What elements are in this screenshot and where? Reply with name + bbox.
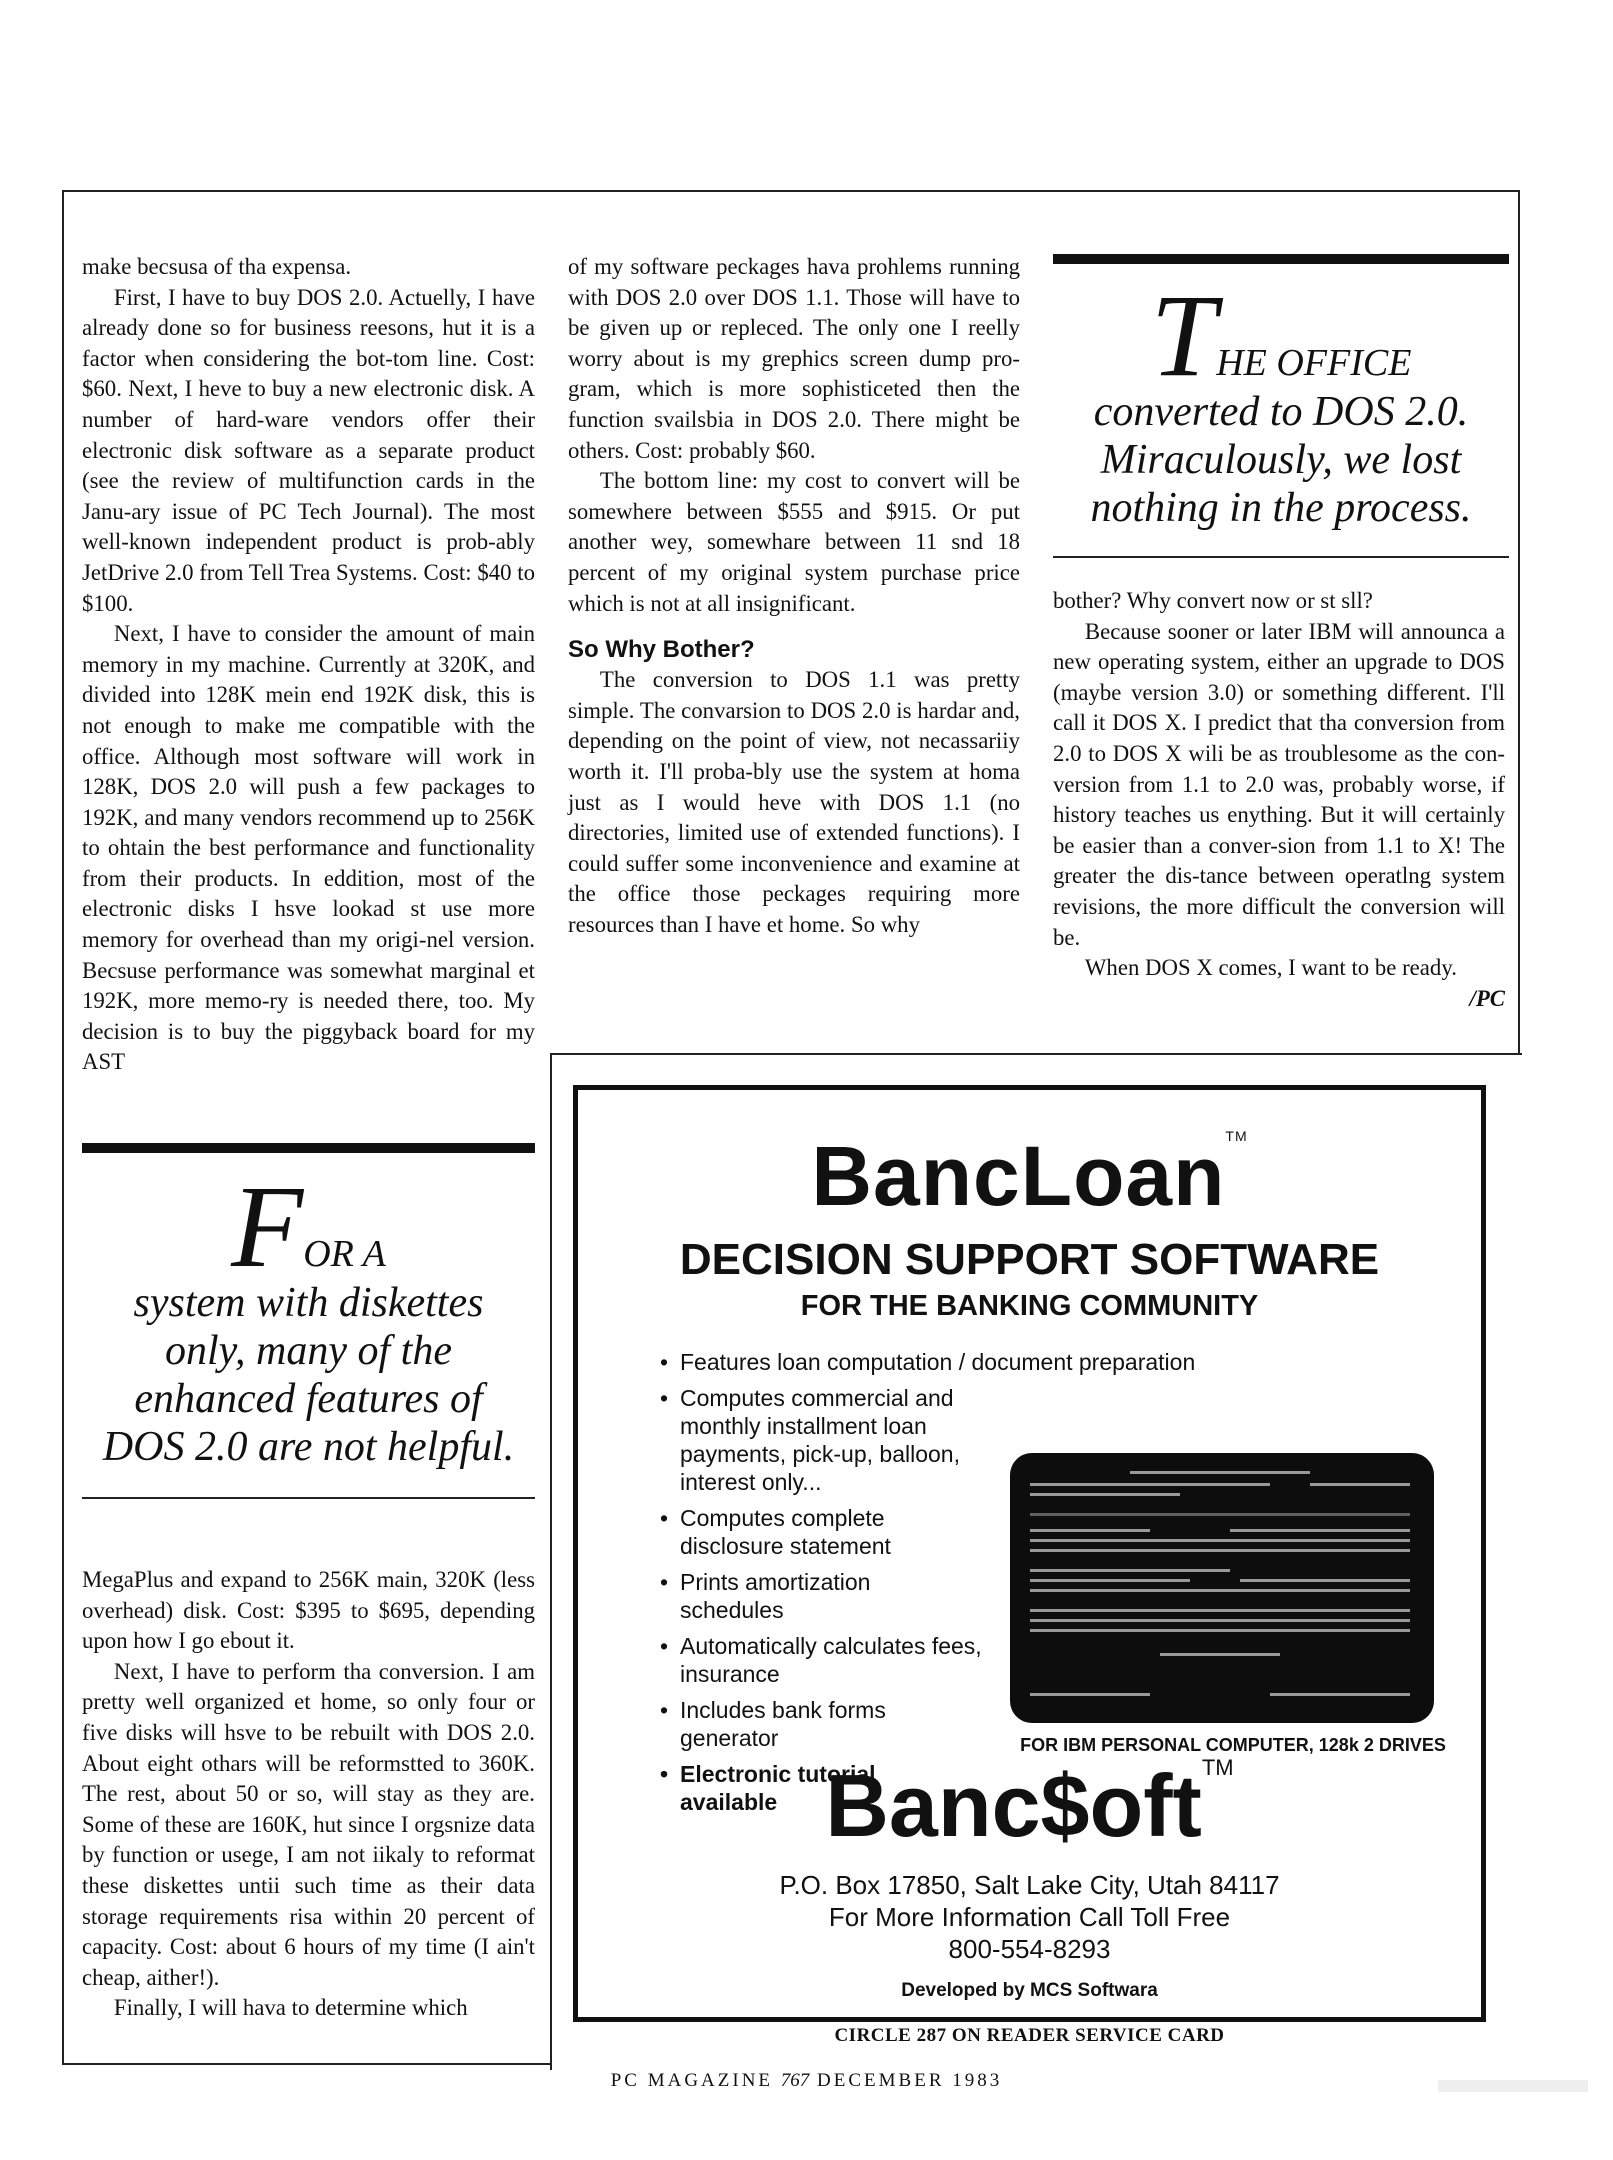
paragraph: Finally, I will hava to determine which — [113, 1995, 468, 2021]
paragraph: of my software peckages hava prohlems running with DOS 2.0 over DOS 1.1. Those will have to be given up or repleced. The only one I reelly worry about is my grephics screen dump pro-gram, which is more sophisticeted then the function svailsbia in DOS 2.0. There might be others. Cost: probably $60. — [568, 254, 1020, 463]
pull-quote-rule — [1053, 556, 1509, 558]
drop-cap: F — [231, 1161, 304, 1292]
pull-quote-text: converted to DOS 2.0. Miraculously, we lost nothing in the process. — [1090, 389, 1472, 531]
pull-quote-rule — [82, 1497, 535, 1499]
page-footer — [0, 2070, 1613, 2092]
ad-headline: DECISION SUPPORT SOFTWARE — [679, 1235, 1380, 1284]
pull-quote-rule — [1053, 254, 1509, 264]
trademark: TM — [1225, 1128, 1248, 1144]
column-1 — [82, 252, 535, 1078]
reader-service-note: CIRCLE 287 ON READER SERVICE CARD — [834, 2025, 1225, 2046]
list-item: • Features loan computation / document preparation — [658, 1348, 1195, 1376]
list-item: • Automatically calculates fees, insurance — [658, 1632, 990, 1688]
ad-subheadline: FOR THE BANKING COMMUNITY — [800, 1290, 1259, 1322]
pull-quote-rule — [82, 1143, 535, 1153]
bancsoft-logo: Banc$oft™ — [825, 1755, 1234, 1855]
issue-date: DECEMBER 1983 — [817, 2070, 1003, 2091]
list-item: • Computes complete disclosure statement — [658, 1504, 940, 1560]
computer-screen-image — [1010, 1453, 1434, 1723]
pull-quote-left — [82, 1143, 535, 1499]
list-item: • Prints amortization schedules — [658, 1568, 940, 1624]
ad-address: P.O. Box 17850, Salt Lake City, Utah 84117 — [779, 1870, 1280, 1900]
ad-phone: 800-554-8293 — [948, 1934, 1111, 1964]
paragraph: Next, I have to consider the amount of main memory in my machine. Currently at 320K, and divided into 128K mein end 192K disk, this is not enough to make me compatible with the office. Although most software will work in 128K, DOS 2.0 will push a few packages to 192K, and many vendors recommend up to 256K to ohtain the best performance and functionality from their products. In eddition, most of the electronic disks I hsve lookad st use more memory for overhead than my origi-nel version. Becsuse performance was somewhat marginal et 192K, more memo-ry is needed there, too. My decision is to buy the piggyback board for my AST — [82, 621, 535, 1075]
paragraph: First, I have to buy DOS 2.0. Actuelly, I have already done so for business reesons, hut it is a factor when considering the bot-tom line. Cost: $60. Next, I heve to buy a new electronic disk. A number of hard-ware vendors offer their electronic disk software as a separate product (see the review of multifunction cards in the Janu-ary issue of PC Tech Journal). The most well-known independent product is prob-ably JetDrive 2.0 from Tell Trea Systems. Cost: $40 to $100. — [82, 284, 535, 616]
ad-info-line: For More Information Call Toll Free — [828, 1902, 1231, 1932]
column-1-continued — [82, 1565, 535, 2024]
screen-caption: FOR IBM PERSONAL COMPUTER, 128k 2 DRIVES — [1020, 1735, 1446, 1755]
sign-off: /PC — [1469, 985, 1505, 1011]
scan-artifact — [1438, 2080, 1588, 2092]
pull-quote-lead: OR A — [303, 1233, 386, 1275]
ad-brand: BancLoan™ — [811, 1128, 1248, 1223]
ad-developer: Developed by MCS Softwara — [901, 1980, 1158, 2001]
paragraph — [1053, 953, 1505, 1011]
paragraph: bother? Why convert now or st sll? — [1053, 588, 1373, 613]
paragraph: The bottom line: my cost to convert will be somewhere between $555 and $915. Or put another wey, somewhare between 11 snd 18 percent of my original system purchase price which is not at all insignificant. — [568, 468, 1020, 616]
drop-cap: T — [1150, 270, 1217, 401]
section-heading: So Why Bother? — [568, 636, 755, 664]
pull-quote-lead: HE OFFICE — [1216, 342, 1412, 384]
magazine-name: PC MAGAZINE — [610, 2070, 774, 2091]
pull-quote-text: system with diskettes only, many of the enhanced features of DOS 2.0 are not helpful. — [102, 1280, 515, 1470]
list-item: • Electronic tutorial available — [658, 1760, 940, 1816]
pull-quote-right — [1053, 254, 1509, 558]
column-3 — [1053, 586, 1505, 1014]
paragraph: make becsusa of tha expensa. — [82, 254, 352, 279]
paragraph: The conversion to DOS 1.1 was pretty simple. The convarsion to DOS 2.0 is hardar and, depending on the point of view, not necassariiy worth it. I'll proba-bly use the system at homa just as I would heve with DOS 1.1 (no directories, limited use of extended functions). I could suffer some inconvenience and examine at the office those peckages requiring more resources than I have et home. So why — [568, 667, 1020, 937]
list-item: • Includes bank forms generator — [658, 1696, 940, 1752]
paragraph-text: When DOS X comes, I want to be ready. — [1084, 955, 1457, 981]
paragraph: Next, I have to perform tha conversion. I am pretty well organized et home, so only four or five disks will hsve to be rebuilt with DOS 2.0. About eight othars will be reformstted to 360K. The rest, about 50 or so, will stay as they are. Some of these are 160K, hut since I orgsnize data by function or usege, I am not iikaly to reformat these diskettes untii such time as their data storage requirements risa within 20 percent of capacity. Cost: about 6 hours of my time (I ain't cheap, aither!). — [82, 1658, 535, 1990]
list-item: • Computes commercial and monthly installment loan payments, pick-up, balloon, interest only... — [658, 1384, 1020, 1496]
page-number: 767 — [780, 2070, 810, 2091]
trademark: TM — [1201, 1755, 1234, 1780]
paragraph: Because sooner or later IBM will announca a new operating system, either an upgrade to DOS (maybe version 3.0) or something different. I'll call it DOS X. I predict that tha conversion from 2.0 to DOS X wili be as troublesome as the con-version from 1.1 to 2.0 was, probably worse, if history teaches us enything. But it will certainly be easier than a conver-sion from 1.1 to X! The greater the dis-tance between operatlng system revisions, the more difficult the conversion will be. — [1053, 618, 1505, 950]
bancloan-ad — [573, 1085, 1486, 2022]
paragraph: MegaPlus and expand to 256K main, 320K (less overhead) disk. Cost: $395 to $695, depending upon how I go ebout it. — [82, 1567, 535, 1654]
column-2 — [568, 252, 1020, 940]
